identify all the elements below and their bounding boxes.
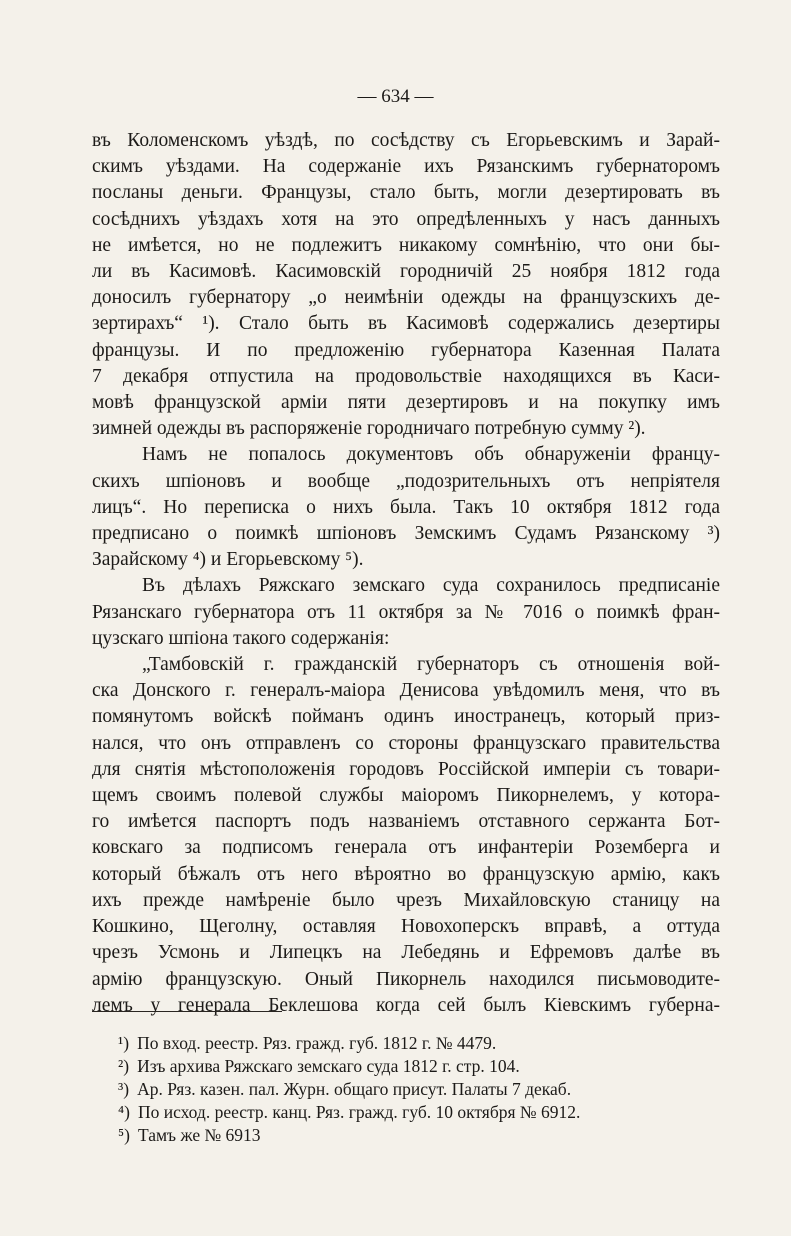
footnote-mark: ²) xyxy=(118,1056,130,1076)
text-line: Намъ не попалось документовъ объ обнаруженіи францу- xyxy=(142,444,720,466)
text-line: мовѣ французской арміи пяти дезертировъ и на покупку имъ xyxy=(92,392,720,414)
text-line: лемъ у генерала Беклешова когда сей былъ Кіевскимъ губерна- xyxy=(92,994,720,1016)
text-line: ихъ прежде намѣреніе было чрезъ Михайловскую станицу на xyxy=(92,889,720,911)
text-line: 7 декабря отпустила на продовольствіе находящихся въ Каси- xyxy=(92,365,720,387)
text-line: помянутомъ войскѣ пойманъ одинъ иностранецъ, который приз- xyxy=(92,706,720,728)
text-line: предписано о поимкѣ шпіоновъ Земскимъ Судамъ Рязанскому ³) xyxy=(92,523,720,545)
text-line: го имѣется паспортъ подъ названіемъ отставного сержанта Бот- xyxy=(92,811,720,833)
footnote-4 xyxy=(118,1101,738,1124)
text-line: для снятія мѣстоположенія городовъ Россійской имперіи съ товари- xyxy=(92,758,720,780)
footnote-3 xyxy=(118,1078,738,1101)
text-line: щемъ своимъ полевой службы маіоромъ Пикорнелемъ, у котора- xyxy=(92,785,720,807)
text-line: въ Коломенскомъ уѣздѣ, по сосѣдству съ Егорьевскимъ и Зарай- xyxy=(92,130,720,151)
text-line: Зарайскому ⁴) и Егорьевскому ⁵). xyxy=(92,549,364,571)
text-line: скихъ шпіоновъ и вообще „подозрительныхъ отъ непріятеля xyxy=(92,470,720,492)
text-line: французы. И по предложенію губернатора Казенная Палата xyxy=(92,339,720,361)
footnote-text: Тамъ же № 6913 xyxy=(137,1125,261,1145)
text-line: зимней одежды въ распоряженіе городничаго потребную сумму ²). xyxy=(92,418,646,440)
footnote-1 xyxy=(118,1032,738,1055)
text-line: ковскаго за подписомъ генерала отъ инфантеріи Роземберга и xyxy=(92,837,720,859)
footnote-2 xyxy=(118,1055,738,1078)
text-line: Рязанскаго губернатора отъ 11 октября за № 7016 о поимкѣ фран- xyxy=(92,601,720,623)
footnote-divider xyxy=(92,1011,282,1012)
text-line: ли въ Касимовѣ. Касимовскій городничій 25 ноября 1812 года xyxy=(92,261,720,283)
text-line: чрезъ Усмонь и Липецкъ на Лебедянь и Ефремовъ далѣе въ xyxy=(92,942,720,964)
footnote-text: По вход. реестр. Ряз. гражд. губ. 1812 г. № 4479. xyxy=(137,1033,497,1053)
text-line: цузскаго шпіона такого содержанія: xyxy=(92,627,390,649)
text-line: нался, что онъ отправленъ со стороны французскаго правительства xyxy=(92,732,720,754)
text-line: доносилъ губернатору „о неимѣніи одежды на французскихъ де- xyxy=(92,287,720,309)
paragraph-2 xyxy=(92,442,720,573)
text-line: скимъ уѣздами. На содержаніе ихъ Рязанскимъ губернаторомъ xyxy=(92,156,720,178)
footnote-mark: ⁴) xyxy=(118,1102,130,1122)
text-line: не имѣется, но не подлежитъ никакому сомнѣнію, что они бы- xyxy=(92,234,720,256)
footnotes xyxy=(118,1032,738,1147)
page-number: — 634 — xyxy=(357,86,434,107)
paragraph-1 xyxy=(92,128,720,442)
footnote-mark: ³) xyxy=(118,1079,130,1099)
text-line: Кошкино, Щеголну, оставляя Новохоперскъ вправѣ, а оттуда xyxy=(92,916,720,938)
text-line: зертирахъ“ ¹). Стало быть въ Касимовѣ содержались дезертиры xyxy=(92,313,720,335)
paragraph-4 xyxy=(92,652,720,1019)
text-line: ска Донского г. генералъ-маіора Денисова увѣдомилъ меня, что въ xyxy=(92,680,720,702)
text-line: посланы деньги. Французы, стало быть, могли дезертировать въ xyxy=(92,182,720,204)
text-line: который бѣжалъ отъ него вѣроятно во французскую армію, какъ xyxy=(92,863,720,885)
text-line: лицъ“. Но переписка о нихъ была. Такъ 10 октября 1812 года xyxy=(92,496,720,518)
text-line: Въ дѣлахъ Ряжскаго земскаго суда сохранилось предписаніе xyxy=(142,575,720,597)
footnote-mark: ¹) xyxy=(118,1033,130,1053)
main-text xyxy=(92,128,720,1019)
paragraph-3 xyxy=(92,573,720,652)
footnote-text: Ар. Ряз. казен. пал. Журн. общаго присут. Палаты 7 декаб. xyxy=(137,1079,572,1099)
footnote-mark: ⁵) xyxy=(118,1125,130,1145)
text-line: сосѣднихъ уѣздахъ хотя на это опредѣленныхъ у насъ данныхъ xyxy=(92,208,720,230)
footnote-text: По исход. реестр. канц. Ряз. гражд. губ. 10 октября № 6912. xyxy=(137,1102,581,1122)
footnote-text: Изъ архива Ряжскаго земскаго суда 1812 г. стр. 104. xyxy=(137,1056,520,1076)
text-line: армію французскую. Оный Пикорнель находился письмоводите- xyxy=(92,968,720,990)
text-line: „Тамбовскій г. гражданскій губернаторъ съ отношенія вой- xyxy=(142,654,720,676)
footnote-5 xyxy=(118,1124,738,1147)
